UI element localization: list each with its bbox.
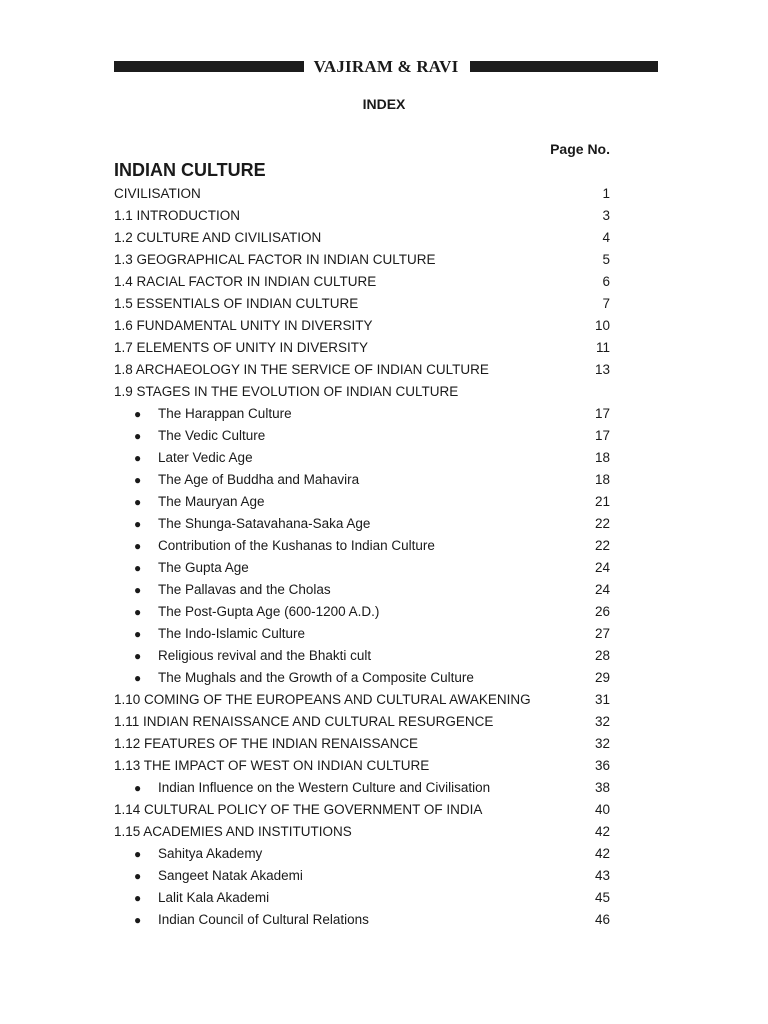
toc-entry-page: 13: [594, 362, 610, 377]
bullet-icon: ●: [134, 429, 142, 443]
toc-entry-label: The Mauryan Age: [158, 494, 265, 509]
toc-entry-label: The Harappan Culture: [158, 406, 292, 421]
toc-entry: [114, 271, 610, 293]
bullet-icon: ●: [134, 451, 142, 465]
toc-entry-page: 18: [594, 450, 610, 465]
toc-entry-label: Indian Influence on the Western Culture and Civilisation: [158, 780, 491, 795]
toc-subentry: [114, 865, 610, 887]
bullet-icon: ●: [134, 561, 142, 575]
toc-entry-page: 45: [594, 890, 610, 905]
toc-entry: [114, 227, 610, 249]
toc-entry-page: 28: [594, 648, 610, 663]
bullet-icon: ●: [134, 495, 142, 509]
toc-entry-label: CIVILISATION: [114, 186, 201, 201]
toc-entry-page: 31: [594, 692, 610, 707]
toc-entry: [114, 755, 610, 777]
bullet-icon: ●: [134, 781, 142, 795]
toc-entry: [114, 733, 610, 755]
toc-entry-label: The Vedic Culture: [158, 428, 266, 443]
toc-entry: [114, 183, 610, 205]
toc-entry-label: Indian Council of Cultural Relations: [158, 912, 369, 927]
toc-entry-label: The Indo-Islamic Culture: [158, 626, 306, 641]
toc-entry: [114, 381, 610, 403]
toc-subentry: [114, 425, 610, 447]
bullet-icon: ●: [134, 913, 142, 927]
toc-entry-page: 32: [594, 736, 610, 751]
toc-subentry: [114, 491, 610, 513]
toc-entry-label: Sahitya Akademy: [158, 846, 263, 861]
toc-entry-label: Contribution of the Kushanas to Indian Culture: [158, 538, 435, 553]
toc-entry-page: 27: [594, 626, 610, 641]
toc-entry-page: 26: [594, 604, 610, 619]
toc-entry-label: 1.2 CULTURE AND CIVILISATION: [114, 230, 322, 245]
toc-entry-page: 17: [594, 406, 610, 421]
toc-entry-label: 1.10 COMING OF THE EUROPEANS AND CULTURAL AWAKENING: [114, 692, 531, 707]
toc-entry-label: The Age of Buddha and Mahavira: [158, 472, 360, 487]
bullet-icon: ●: [134, 407, 142, 421]
toc-subentry: [114, 623, 610, 645]
bullet-icon: ●: [134, 627, 142, 641]
toc-entry-label: The Mughals and the Growth of a Composite Culture: [158, 670, 474, 685]
toc-subentry: [114, 645, 610, 667]
bullet-icon: ●: [134, 649, 142, 663]
toc-entry-page: 22: [594, 516, 610, 531]
section-title: INDIAN CULTURE: [114, 160, 266, 180]
page-no-label: Page No.: [550, 141, 610, 157]
toc-subentry: [114, 447, 610, 469]
toc-entry-page: 22: [594, 538, 610, 553]
toc-entry-page: 18: [594, 472, 610, 487]
toc-subentry: [114, 403, 610, 425]
toc-entry-label: 1.9 STAGES IN THE EVOLUTION OF INDIAN CULTURE: [114, 384, 459, 399]
toc-entry-page: 46: [594, 912, 610, 927]
toc-entry-label: 1.3 GEOGRAPHICAL FACTOR IN INDIAN CULTURE: [114, 252, 436, 267]
toc-subentry: [114, 535, 610, 557]
toc-subentry: [114, 579, 610, 601]
toc-entry: [114, 293, 610, 315]
toc-entry: [114, 689, 610, 711]
toc-subentry: [114, 469, 610, 491]
toc-entry-page: 6: [602, 274, 610, 289]
toc-entry-page: 5: [602, 252, 610, 267]
toc-entry-page: 32: [594, 714, 610, 729]
index-title: INDEX: [362, 96, 406, 112]
bullet-icon: ●: [134, 869, 142, 883]
toc-entry-label: 1.11 INDIAN RENAISSANCE AND CULTURAL RESURGENCE: [114, 714, 494, 729]
toc-entry-label: The Shunga-Satavahana-Saka Age: [158, 516, 371, 531]
toc-entry: [114, 205, 610, 227]
toc-entry: [114, 799, 610, 821]
toc-entry-page: 42: [594, 824, 610, 839]
toc-entry-label: 1.13 THE IMPACT OF WEST ON INDIAN CULTURE: [114, 758, 430, 773]
toc-entry-page: 7: [602, 296, 610, 311]
table-of-contents: [114, 183, 610, 931]
toc-entry-page: 4: [602, 230, 610, 245]
toc-entry-label: 1.6 FUNDAMENTAL UNITY IN DIVERSITY: [114, 318, 373, 333]
toc-entry-label: 1.1 INTRODUCTION: [114, 208, 241, 223]
toc-entry-label: Lalit Kala Akademi: [158, 890, 270, 905]
toc-entry-page: 42: [594, 846, 610, 861]
bullet-icon: ●: [134, 473, 142, 487]
toc-entry-page: 17: [594, 428, 610, 443]
toc-entry-label: Religious revival and the Bhakti cult: [158, 648, 372, 663]
bullet-icon: ●: [134, 671, 142, 685]
toc-entry-label: 1.7 ELEMENTS OF UNITY IN DIVERSITY: [114, 340, 369, 355]
bullet-icon: ●: [134, 539, 142, 553]
toc-subentry: [114, 667, 610, 689]
toc-subentry: [114, 909, 610, 931]
toc-entry-page: 10: [594, 318, 610, 333]
toc-entry-label: The Post-Gupta Age (600-1200 A.D.): [158, 604, 380, 619]
toc-entry-page: 43: [594, 868, 610, 883]
toc-entry-label: 1.5 ESSENTIALS OF INDIAN CULTURE: [114, 296, 359, 311]
toc-subentry: [114, 777, 610, 799]
bullet-icon: ●: [134, 583, 142, 597]
toc-entry-label: Sangeet Natak Akademi: [158, 868, 303, 883]
toc-entry: [114, 337, 610, 359]
brand-title: VAJIRAM & RAVI: [313, 57, 459, 76]
toc-entry-label: 1.15 ACADEMIES AND INSTITUTIONS: [114, 824, 352, 839]
toc-entry-label: The Gupta Age: [158, 560, 249, 575]
toc-entry-page: 24: [594, 582, 610, 597]
toc-entry: [114, 315, 610, 337]
toc-subentry: [114, 513, 610, 535]
toc-entry-page: 21: [594, 494, 610, 509]
toc-entry-label: 1.8 ARCHAEOLOGY IN THE SERVICE OF INDIAN CULTURE: [114, 362, 489, 377]
toc-entry-page: 40: [594, 802, 610, 817]
toc-entry-label: Later Vedic Age: [158, 450, 253, 465]
header-banner: [114, 58, 658, 76]
toc-entry-page: 1: [602, 186, 610, 201]
toc-entry-page: 38: [594, 780, 610, 795]
bullet-icon: ●: [134, 891, 142, 905]
toc-entry: [114, 821, 610, 843]
toc-entry-label: 1.12 FEATURES OF THE INDIAN RENAISSANCE: [114, 736, 419, 751]
bullet-icon: ●: [134, 605, 142, 619]
toc-entry-label: 1.14 CULTURAL POLICY OF THE GOVERNMENT OF INDIA: [114, 802, 483, 817]
toc-entry-label: 1.4 RACIAL FACTOR IN INDIAN CULTURE: [114, 274, 377, 289]
toc-entry-page: 3: [602, 208, 610, 223]
toc-subentry: [114, 887, 610, 909]
toc-subentry: [114, 843, 610, 865]
toc-entry-page: 29: [594, 670, 610, 685]
toc-subentry: [114, 557, 610, 579]
toc-entry: [114, 249, 610, 271]
toc-entry: [114, 359, 610, 381]
toc-entry: [114, 711, 610, 733]
bullet-icon: ●: [134, 847, 142, 861]
toc-entry-page: 24: [594, 560, 610, 575]
toc-entry-page: 11: [595, 340, 610, 355]
toc-subentry: [114, 601, 610, 623]
bullet-icon: ●: [134, 517, 142, 531]
toc-entry-label: The Pallavas and the Cholas: [158, 582, 331, 597]
toc-entry-page: 36: [594, 758, 610, 773]
